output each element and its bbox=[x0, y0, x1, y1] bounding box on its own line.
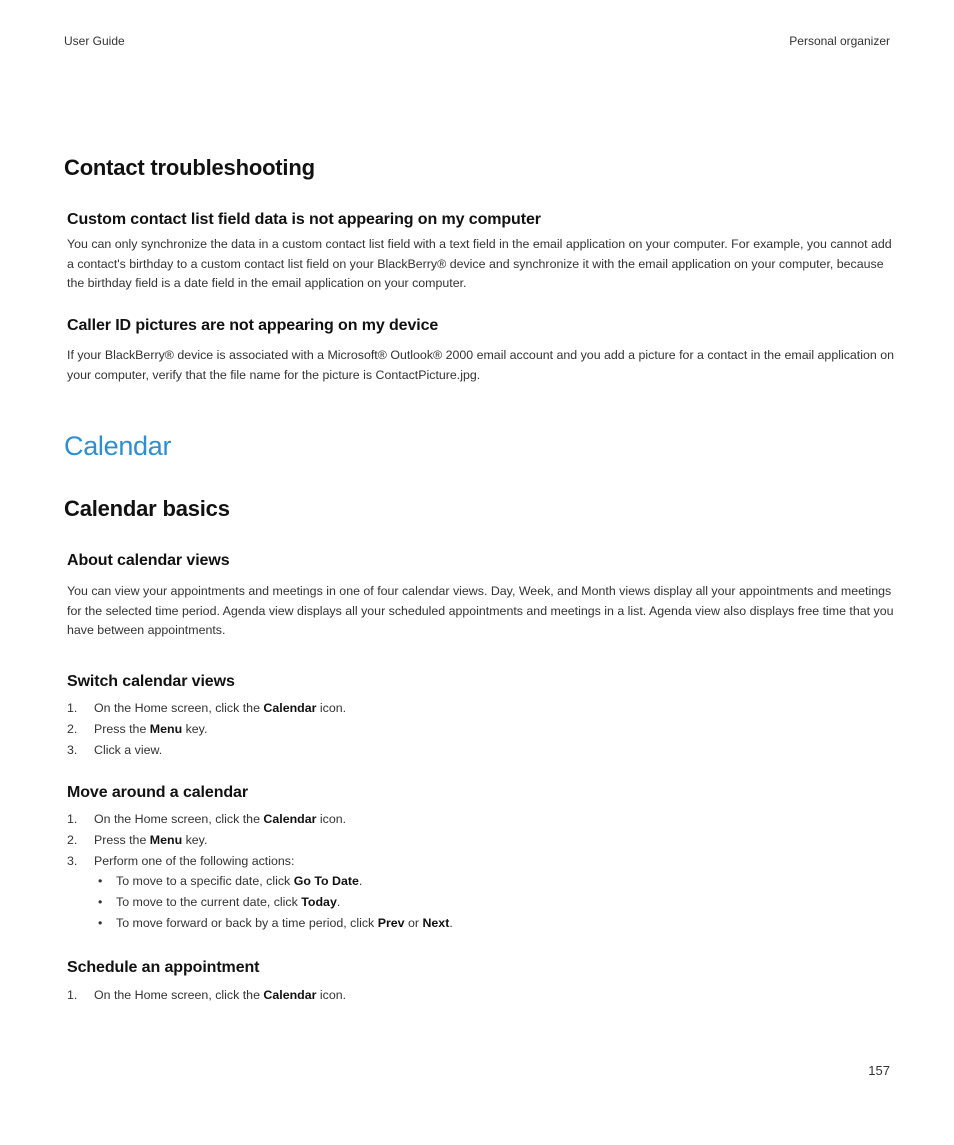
topic-title-schedule: Schedule an appointment bbox=[67, 959, 260, 976]
page-number: 157 bbox=[868, 1063, 890, 1078]
steps-move-around bbox=[67, 809, 895, 934]
topic-text-custom-field: You can only synchronize the data in a custom contact list field with a text field in the email application on your computer. For example, you cannot add a contact's birthday to a custom contact list field on your BlackBerry® device and synchronize it with the email application on your computer, because the birthday field is a date field in the email application on your computer. bbox=[67, 237, 892, 291]
section-title-calendar-basics: Calendar basics bbox=[64, 496, 230, 521]
topic-text-caller-id: If your BlackBerry® device is associated with a Microsoft® Outlook® 2000 email account and you add a picture for a contact in the email application on your computer, verify that the file name for the picture is ContactPicture.jpg. bbox=[67, 348, 895, 382]
running-header-right: Personal organizer bbox=[789, 34, 890, 48]
list-item: • To move to the current date, click Today. bbox=[94, 892, 895, 913]
running-header-left: User Guide bbox=[64, 34, 125, 48]
list-item: 1. On the Home screen, click the Calendar icon. bbox=[67, 988, 347, 1002]
action-bullets bbox=[94, 871, 895, 933]
topic-title-switch-views: Switch calendar views bbox=[67, 673, 235, 690]
topic-text-about-views: You can view your appointments and meetings in one of four calendar views. Day, Week, and Month views display all your appointments and meetings for the selected time period. Agenda view displays all your scheduled appointments and meetings in a list. Agenda view also displays free time that you have between appointments. bbox=[67, 584, 894, 638]
list-item: • To move to a specific date, click Go To Date. bbox=[94, 871, 895, 892]
list-item: 2. Press the Menu key. bbox=[67, 721, 208, 736]
bullet-icon: • bbox=[98, 895, 103, 910]
bullet-icon: • bbox=[98, 874, 103, 889]
list-item: 3. Click a view. bbox=[67, 742, 163, 757]
topic-title-caller-id: Caller ID pictures are not appearing on my device bbox=[67, 317, 439, 334]
list-item: 3. Perform one of the following actions: • To move to a specific date, click Go To Date. • To move to the current date, click Today. • To move forward or back by a time period, click Prev or Next. bbox=[67, 851, 895, 934]
list-item: 1. On the Home screen, click the Calendar icon. bbox=[67, 812, 347, 826]
topic-title-custom-field: Custom contact list field data is not appearing on my computer bbox=[67, 211, 541, 228]
list-item: 2. Press the Menu key. bbox=[67, 832, 208, 847]
list-item: • To move forward or back by a time period, click Prev or Next. bbox=[94, 913, 895, 934]
steps-switch-views bbox=[67, 698, 895, 760]
steps-schedule bbox=[67, 985, 895, 1006]
topic-title-move-around: Move around a calendar bbox=[67, 784, 248, 801]
chapter-title-calendar: Calendar bbox=[64, 431, 172, 461]
list-item: 1. On the Home screen, click the Calendar icon. bbox=[67, 701, 347, 715]
topic-title-about-views: About calendar views bbox=[67, 552, 230, 569]
bullet-icon: • bbox=[98, 915, 103, 930]
section-title-contact-troubleshooting: Contact troubleshooting bbox=[64, 155, 315, 180]
